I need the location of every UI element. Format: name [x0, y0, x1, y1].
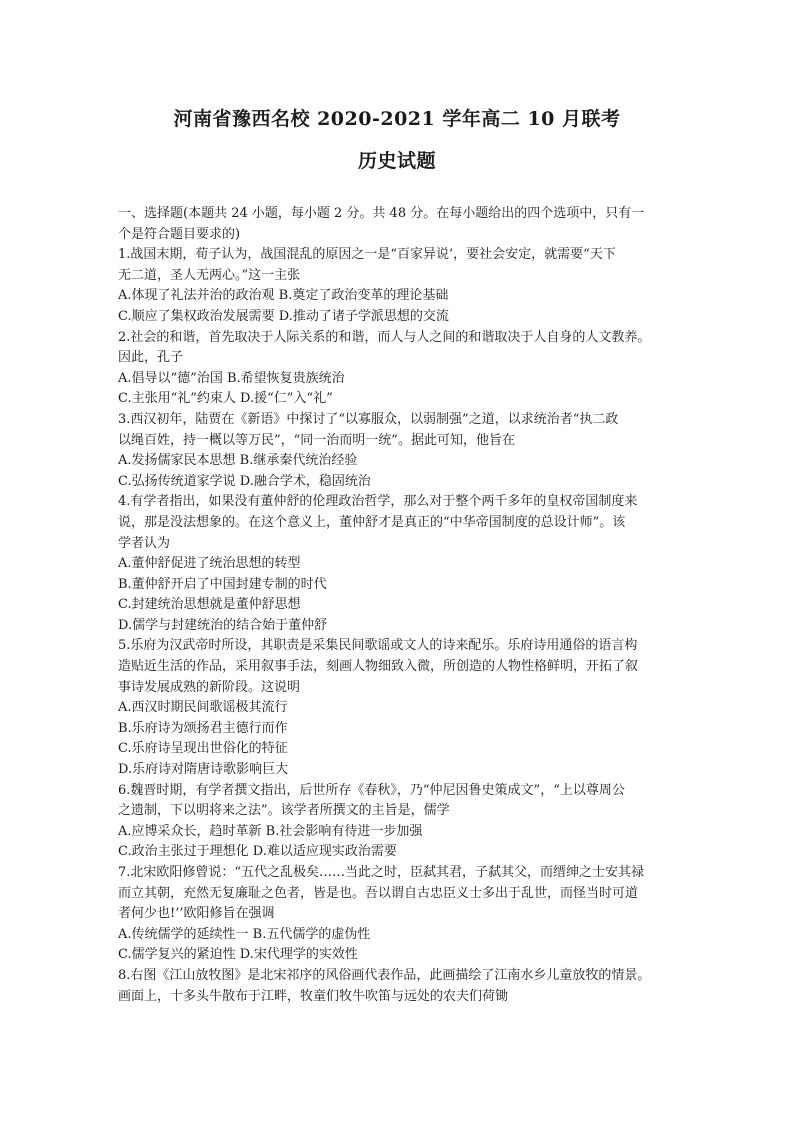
- text-line: 而立其朝，充然无复廉耻之色者，皆是也。吾以谓自古忠臣义士多出于乱世，而怪当时可道: [118, 885, 639, 901]
- text-line: A.发扬儒家民本思想 B.继承秦代统治经验: [118, 453, 358, 469]
- text-line: C.儒学复兴的紧迫性 D.宋代理学的实效性: [118, 947, 358, 963]
- text-line: 2.社会的和谐，首先取决于人际关系的和谐，而人与人之间的和谐取决于人自身的人文教养。: [118, 329, 651, 345]
- text-line: D.乐府诗对隋唐诗歌影响巨大: [118, 762, 289, 778]
- text-line: 5.乐府为汉武帝时所设，其职责是采集民间歌谣或文人的诗来配乐。乐府诗用通俗的语言构: [118, 638, 638, 654]
- text-line: 画面上，十多头牛散布于江畔，牧童们牧牛吹笛与远处的农夫们荷锄: [118, 988, 509, 1004]
- text-line: 一、选择题(本题共 24 小题，每小题 2 分。共 48 分。在每小题给出的四个选项中，只有一: [118, 206, 645, 221]
- text-line: 1.战国末期，荀子认为，战国混乱的原因之一是“百家异说’，要社会安定，就需要“天下: [118, 247, 616, 263]
- text-line: A.体现了礼法并治的政治观 B.奠定了政治变革的理论基础: [118, 288, 449, 304]
- text-line: A.董仲舒促进了统治思想的转型: [118, 556, 301, 572]
- text-line: 8.右图《江山放牧图》是北宋祁序的风俗画代表作品，此画描绘了江南水乡儿童放牧的情景。: [118, 967, 651, 983]
- text-line: C.主张用“礼”约束人 D.援“仁”入“礼”: [118, 391, 333, 407]
- text-line: A.倡导以“德”治国 B.希望恢复贵族统治: [118, 370, 345, 386]
- question-body: [118, 204, 678, 1007]
- text-line: D.儒学与封建统治的结合始于董仲舒: [118, 617, 328, 633]
- text-line: B.乐府诗为颂扬君主德行而作: [118, 720, 288, 736]
- text-line: 之遗制，下以明将来之法”。该学者所撰文的主旨是，儒学: [118, 803, 450, 819]
- text-line: 事诗发展成熟的新阶段。这说明: [118, 679, 301, 695]
- text-line: 造贴近生活的作品，采用叙事手法，刻画人物细致入微，所创造的人物性格鲜明，开拓了叙: [118, 659, 639, 675]
- exam-title: 河南省豫西名校 2020-2021 学年高二 10 月联考: [173, 108, 621, 130]
- text-line: 6.魏晋时期，有学者撰文指出，后世所存《春秋》，乃“仲尼因鲁史策成文”，“上以尊周公: [118, 782, 625, 798]
- text-line: 说，那是没法想象的。在这个意义上，董仲舒才是真正的“中华帝国制度的总设计师”。该: [118, 514, 626, 530]
- text-line: 无二道，圣人无两心。”这一主张: [118, 267, 301, 283]
- text-line: C.弘扬传统道家学说 D.融合学术，稳固统治: [118, 473, 371, 489]
- text-line: B.董仲舒开启了中国封建专制的时代: [118, 576, 327, 592]
- text-line: C.封建统治思想就是董仲舒思想: [118, 597, 301, 613]
- text-line: 7.北宋欧阳修曾说：“五代之乱极矣……当此之时，臣弑其君，子弑其父，而缙绅之士安其禄: [118, 865, 645, 880]
- text-line: C.乐府诗呈现出世俗化的特征: [118, 741, 288, 757]
- text-line: C.政治主张过于理想化 D.难以适应现实政治需要: [118, 844, 397, 860]
- text-line: 因此，孔子: [118, 350, 184, 366]
- text-line: 4.有学者指出，如果没有董仲舒的伦理政治哲学，那么对于整个两千多年的皇权帝国制度来: [118, 494, 638, 510]
- text-line: 者何少也!’’欧阳修旨在强调: [118, 906, 275, 922]
- text-line: C.顺应了集权政治发展需要 D.推动了诸子学派思想的交流: [118, 308, 449, 324]
- text-line: A.西汉时期民间歌谣极其流行: [118, 700, 288, 716]
- text-line: 个是符合题目要求的): [118, 226, 241, 242]
- text-line: A.传统儒学的延续性一 B.五代儒学的虚伪性: [118, 926, 371, 942]
- text-line: 3.西汉初年，陆贾在《新语》中探讨了“以寡服众，以弱制强”之道，以求统治者“执二政: [118, 411, 619, 427]
- text-line: 以绳百姓，持一概以等万民”，“同一治而明一统”。据此可知，他旨在: [118, 432, 515, 448]
- text-line: A.应博采众长，趋时革新 B.社会影响有待进一步加强: [118, 823, 423, 839]
- text-line: 学者认为: [118, 535, 171, 551]
- exam-subtitle: 历史试题: [357, 150, 436, 172]
